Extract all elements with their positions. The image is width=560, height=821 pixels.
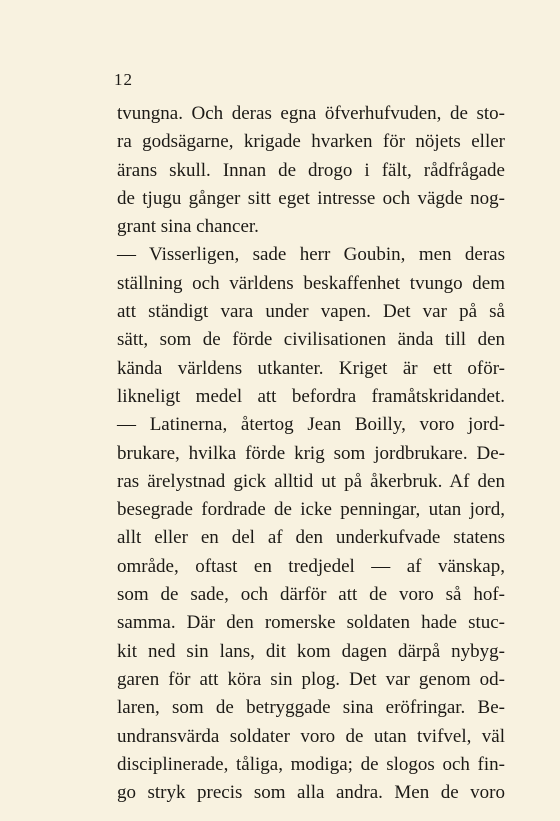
text-line: område, oftast en tredjedel — af vänskap,: [117, 555, 505, 577]
text-line: sätt, som de förde civilisationen ända till den: [117, 329, 505, 351]
text-line: ras ärelystnad gick alltid ut på åkerbruk. Af den: [117, 470, 505, 492]
text-line: grant sina chancer.: [117, 216, 259, 238]
text-line: disciplinerade, tåliga, modiga; de slogos och fin-: [117, 753, 505, 775]
text-line: samma. Där den romerske soldaten hade stuc-: [117, 612, 505, 634]
text-line: ställning och världens beskaffenhet tvungo dem: [117, 272, 505, 294]
text-line: ärans skull. Innan de drogo i fält, rådfrågade: [117, 159, 505, 181]
text-line: kit ned sin lans, dit kom dagen därpå nybyg-: [117, 640, 505, 662]
text-line: som de sade, och därför att de voro så hof-: [117, 584, 505, 606]
text-line: tvungna. Och deras egna öfverhufvuden, de sto-: [117, 103, 505, 124]
text-line: — Visserligen, sade herr Goubin, men deras: [117, 244, 505, 266]
text-line: att ständigt vara under vapen. Det var på så: [117, 301, 505, 323]
text-line: laren, som de betryggade sina eröfringar. Be-: [117, 697, 505, 719]
page-number: 12: [114, 70, 133, 89]
text-line: kända världens utkanter. Kriget är ett oför-: [117, 357, 505, 379]
text-line: brukare, hvilka förde krig som jordbrukare. De-: [117, 442, 505, 464]
text-line: go stryk precis som alla andra. Men de voro: [117, 782, 505, 804]
text-line: undransvärda soldater voro de utan tvifvel, väl: [117, 725, 505, 747]
text-line: besegrade fordrade de icke penningar, utan jord,: [117, 499, 505, 521]
text-line: allt eller en del af den underkufvade statens: [117, 527, 505, 549]
text-line: ra godsägarne, krigade hvarken för nöjets eller: [117, 131, 505, 153]
body-text: [117, 100, 505, 807]
text-line: de tjugu gånger sitt eget intresse och vägde nog-: [117, 187, 505, 209]
text-line: — Latinerna, återtog Jean Boilly, voro jord-: [117, 414, 505, 436]
text-line: likneligt medel att befordra framåtskridandet.: [117, 385, 505, 407]
text-line: garen för att köra sin plog. Det var genom od-: [117, 668, 505, 690]
